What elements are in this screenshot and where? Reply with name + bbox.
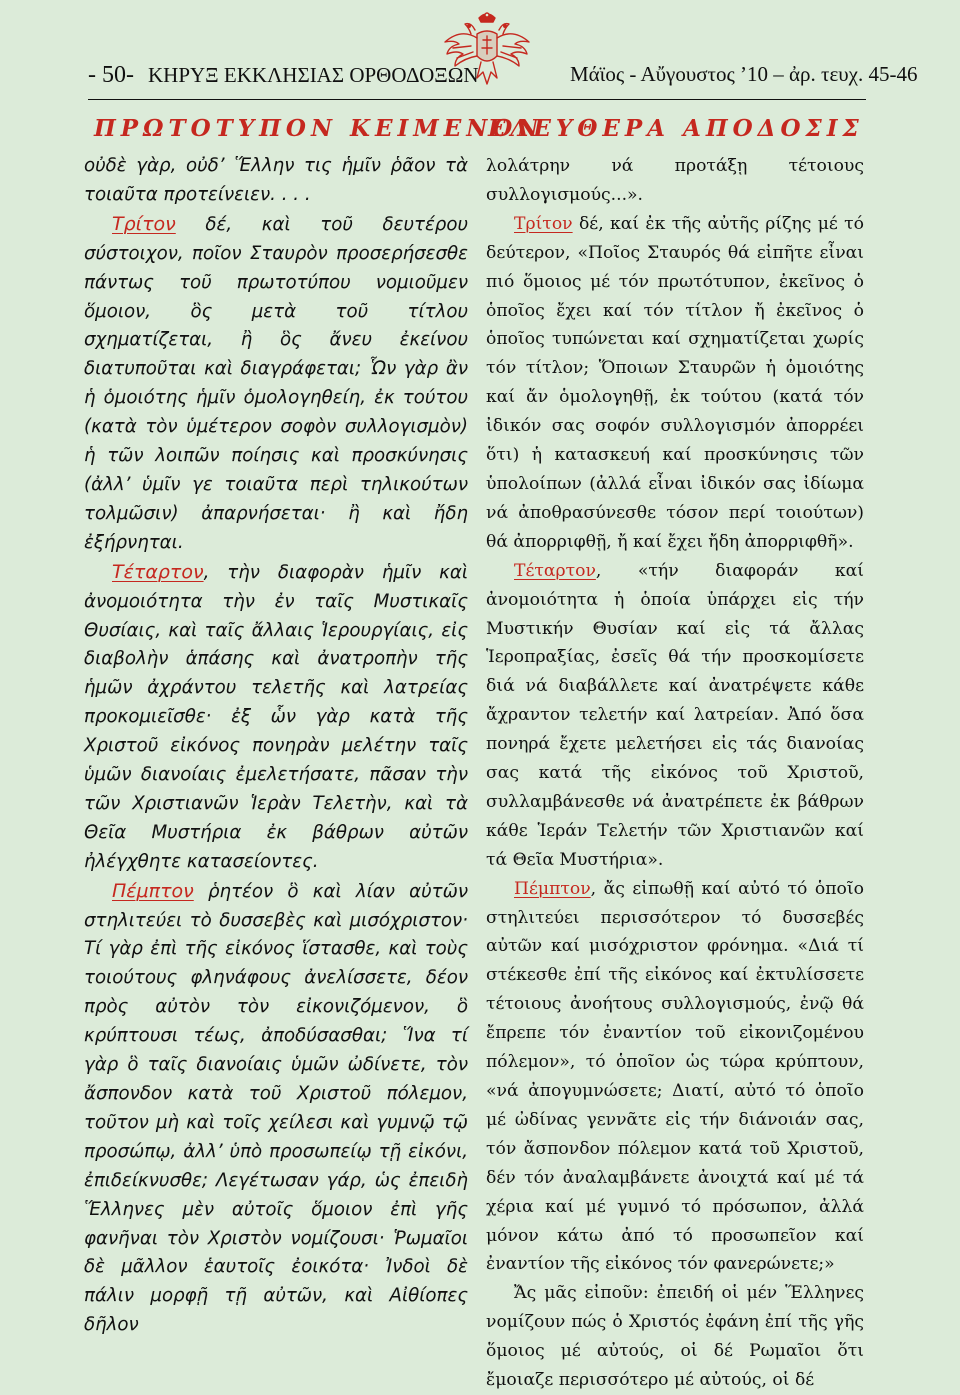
paragraph-keyword: Πέμπτον	[112, 879, 194, 902]
paragraph	[84, 558, 468, 877]
paragraph-keyword: Πέμπτον	[514, 878, 591, 899]
paragraph-keyword: Τρίτον	[112, 212, 176, 235]
paragraph	[486, 152, 864, 210]
paragraph-text: οὐδὲ γὰρ, οὐδ’ Ἕλλην τις ἡμῖν ῥᾶον τὰ τοιαῦτα προτείνειεν. . . .	[84, 155, 468, 205]
paragraph	[84, 152, 468, 210]
issue-info: Μάϊος - Αὔγουστος ’10 – ἀρ. τευχ. 45-46	[570, 62, 918, 86]
paragraph-text: , ἄς εἰπωθῇ καί αὐτό τό ὁποῖο στηλιτεύει περισσότερον τό δυσσεβές αὐτῶν καί μισόχριστον φρόνημα. «Διά τί στέκεσθε ἐπί τῆς εἰκόνος καί ἐκτυλίσσετε τέτοιους ἀνοήτους συλλογισμούς, ἐνῷ θά ἔπρεπε τόν ἐναντίον τοῦ εἰκονιζομένου πόλεμον», τό ὁποῖον ὡς τώρα κρύπτουν, «νά ἀπογυμνώσετε; Διατί, αὐτό τό ὁποῖο μέ ὠδίνας γεννᾶτε εἰς τήν διάνοιάν σας, τόν ἄσπονδον πόλεμον κατά τοῦ Χριστοῦ, δέν τόν ἀναλαμβάνετε ἀνοιχτά καί μέ τά χέρια καί μέ γυμνό τό πρόσωπον, ἀλλά μόνον κάτω ἀπό τό προσωπεῖον καί ἐναντίον τῆς εἰκόνος τόν φανερώνετε;»	[486, 878, 864, 1275]
paragraph-text: , «τήν διαφοράν καί ἀνομοιότητα ἡ ὁποία ὑπάρχει εἰς τήν Μυστικήν Θυσίαν καί εἰς τά ἄλλας Ἱεροπραξίας, ἐσεῖς θά τήν προσκομίσετε διά νά διαβάλλετε καί ἀνατρέψετε κάθε ἄχραντον τελετήν καί λατρείαν. Ἀπό ὅσα πονηρά ἔχετε μελετήσει εἰς τάς διανοίας σας κατά τῆς εἰκόνος τοῦ Χριστοῦ, συλλαμβάνεσθε νά ἀνατρέπετε ἐκ βάθρων κάθε Ἱεράν Τελετήν τῶν Χριστιανῶν καί τά Θεῖα Μυστήρια».	[486, 560, 864, 870]
paragraph-keyword: Τέταρτον	[112, 560, 204, 583]
paragraph	[486, 557, 864, 875]
paragraph-keyword: Τρίτον	[514, 213, 573, 234]
paragraph	[486, 875, 864, 1280]
left-column-title: ΠΡΩΤΟΤΥΠΟΝ ΚΕΙΜΕΝΟΝ	[94, 115, 544, 142]
paragraph-text: λολάτρην νά προτάξῃ τέτοιους συλλογισμούς...».	[486, 156, 864, 205]
paragraph	[84, 210, 468, 558]
free-rendering-column	[486, 152, 864, 1391]
journal-title: ΚΗΡΥΞ ΕΚΚΛΗΣΙΑΣ ΟΡΘΟΔΟΞΩΝ	[147, 63, 479, 87]
paragraph	[486, 1279, 864, 1395]
paragraph-text: ῥητέον ὃ καὶ λίαν αὐτῶν στηλιτεύει τὸ δυσσεβὲς καὶ μισόχριστον· Τί γὰρ ἐπὶ τῆς εἰκόνος ἵστασθε, καὶ τοὺς τοιούτους φληνάφους ἀνελίσσετε, δέον πρὸς αὐτὸν τὸν εἰκονιζόμενον, ὃ κρύπτουσι τέως, ἀποδύσασθαι; Ἵνα τί γὰρ ὃ ταῖς διανοίαις ὑμῶν ὠδίνετε, τὸν ἄσπονδον κατὰ τοῦ Χριστοῦ πόλεμον, τοῦτον μὴ καὶ τοῖς χείλεσι καὶ γυμνῷ τῷ προσώπῳ, ἀλλ’ ὑπὸ προσωπείῳ τῇ εἰκόνι, ἐπιδείκνυσθε; Λεγέτωσαν γάρ, ὡς ἐπειδὴ Ἕλληνες μὲν αὐτοῖς ὅμοιον ἐπὶ γῆς φανῆναι τὸν Χριστὸν νομίζουσι· Ῥωμαῖοι δὲ μᾶλλον ἑαυτοῖς ἐοικότα· Ἰνδοὶ δὲ πάλιν μορφῇ τῇ αὐτῶν, καὶ Αἰθίοπες δῆλον	[84, 880, 468, 1336]
header-rule	[88, 99, 866, 100]
paragraph	[486, 210, 864, 557]
paragraph-text: δέ, καί ἐκ τῆς αὐτῆς ρίζης μέ τό δεύτερον, «Ποῖος Σταυρός θά εἰπῆτε εἶναι πιό ὅμοιος μέ τόν πρωτότυπον, ἐκεῖνος ὁ ὁποῖος ἔχει καί τόν τίτλον ἤ ἐκεῖνος ὁ ὁποῖος τυπώνεται καί σχηματίζεται χωρίς τόν τίτλον; Ὅποιων Σταυρῶν ἡ ὁμοιότης καί ἄν ὁμολογηθῇ, ἐκ τούτου (κατά τόν ἰδικόν σας σοφόν συλλογισμόν ἀπορρέει ὅτι) ἡ κατασκευή καί προσκύνησις τῶν ὑπολοίπων (ἀλλά εἶναι ἰδικόν σας ἰδίωμα νά ἀποθρασύνεσθε τόσον περί τοιούτων) θά ἀπορριφθῇ, ἤ καί ἔχει ἤδη ἀπορριφθῆ».	[486, 213, 864, 552]
paragraph-text: Ἄς μᾶς εἰποῦν: ἐπειδή οἱ μέν Ἕλληνες νομίζουν πώς ὁ Χριστός ἐφάνη ἐπί τῆς γῆς ὅμοιος μέ αὐτούς, οἱ δέ Ρωμαῖοι ὅτι ἔμοιαζε περισσότερο μέ αὐτούς, οἱ δέ	[486, 1283, 864, 1391]
paragraph-keyword: Τέταρτον	[514, 560, 596, 581]
right-column-title: ΕΛΕΥΘΕΡΑ ΑΠΟΔΟΣΙΣ	[488, 115, 864, 142]
running-head-left	[88, 62, 479, 89]
double-headed-eagle-icon	[441, 8, 533, 98]
paragraph-text: δέ, καὶ τοῦ δευτέρου σύστοιχον, ποῖον Σταυρὸν προσερήσεσθε πάντως τοῦ πρωτοτύπου νομιοῦμεν ὅμοιον, ὃς μετὰ τοῦ τίτλου σχηματίζεται, ἢ ὃς ἄνευ ἐκείνου διατυποῦται καὶ διαγράφεται; Ὧν γὰρ ἂν ἡ ὁμοιότης ἡμῖν ὁμολογηθείη, ἐκ τούτου (κατὰ τὸν ὑμέτερον σοφὸν συλλογισμὸν) ἡ τῶν λοιπῶν ποίησις καὶ προσκύνησις (ἀλλ’ ὑμῖν γε τοιαῦτα περὶ τηλικούτων τολμῶσιν) ἀπαρνήσεται· ἢ καὶ ἤδη ἐξήρνηται.	[84, 213, 468, 553]
page-number: - 50-	[88, 62, 134, 88]
paragraph-text: , τὴν διαφορὰν ἡμῖν καὶ ἀνομοιότητα τὴν ἐν ταῖς Μυστικαῖς Θυσίαις, καὶ ταῖς ἄλλαις Ἱερουργίαις, εἰς διαβολὴν ἁπάσης καὶ ἀνατροπὴν τῆς ἡμῶν ἀχράντου τελετῆς καὶ λατρείας προκομιεῖσθε· ἐξ ὧν γὰρ κατὰ τῆς Χριστοῦ εἰκόνος πονηρὰν μελέτην ταῖς ὑμῶν διανοίαις ἐμελετήσατε, πᾶσαν τὴν τῶν Χριστιανῶν Ἱερὰν Τελετὴν, καὶ τὰ Θεῖα Μυστήρια ἐκ βάθρων αὐτῶν ἠλέγχθητε κατασείοντες.	[84, 561, 468, 872]
original-text-column	[84, 152, 468, 1336]
paragraph	[84, 877, 468, 1341]
